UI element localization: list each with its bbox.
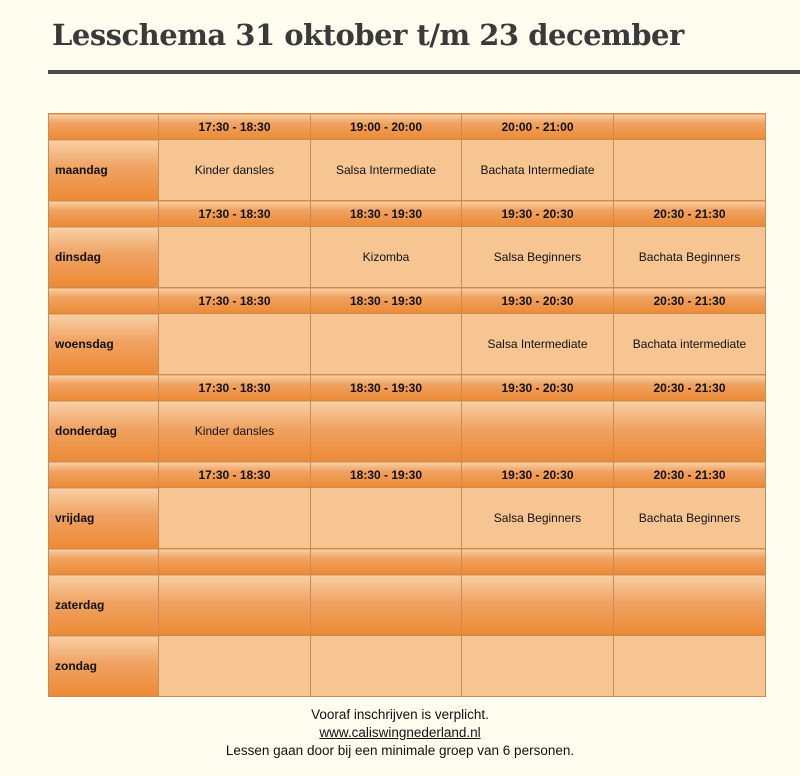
day-label: donderdag <box>49 401 159 462</box>
time-slot: 19:30 - 20:30 <box>462 375 614 401</box>
class-cell <box>614 140 766 201</box>
day-label: dinsdag <box>49 227 159 288</box>
day-label: zondag <box>49 636 159 697</box>
time-slot: 20:30 - 21:30 <box>614 288 766 314</box>
class-cell: Salsa Beginners <box>462 227 614 288</box>
class-cell <box>614 401 766 462</box>
class-cell: Kinder dansles <box>159 140 311 201</box>
time-slot: 18:30 - 19:30 <box>311 288 462 314</box>
time-header-row <box>49 375 766 401</box>
class-cell: Salsa Intermediate <box>311 140 462 201</box>
class-cell: Bachata Beginners <box>614 227 766 288</box>
time-corner-cell <box>49 201 159 227</box>
time-slot <box>462 549 614 575</box>
class-cell <box>159 575 311 636</box>
day-row-woensdag <box>49 314 766 375</box>
time-header-row <box>49 549 766 575</box>
title-divider <box>48 70 800 74</box>
time-header-row <box>49 201 766 227</box>
page-title: Lesschema 31 oktober t/m 23 december <box>52 18 684 52</box>
class-cell <box>159 636 311 697</box>
class-cell <box>159 314 311 375</box>
time-slot: 17:30 - 18:30 <box>159 201 311 227</box>
class-cell <box>614 575 766 636</box>
time-slot: 19:30 - 20:30 <box>462 462 614 488</box>
class-cell <box>462 401 614 462</box>
time-slot: 20:30 - 21:30 <box>614 375 766 401</box>
class-cell: Salsa Beginners <box>462 488 614 549</box>
time-slot: 18:30 - 19:30 <box>311 375 462 401</box>
footer-notes <box>0 706 800 760</box>
class-cell: Bachata Intermediate <box>462 140 614 201</box>
class-cell: Salsa Intermediate <box>462 314 614 375</box>
time-slot: 20:30 - 21:30 <box>614 201 766 227</box>
day-row-vrijdag <box>49 488 766 549</box>
time-slot: 17:30 - 18:30 <box>159 375 311 401</box>
class-cell: Bachata intermediate <box>614 314 766 375</box>
day-label: zaterdag <box>49 575 159 636</box>
time-corner-cell <box>49 549 159 575</box>
class-cell <box>311 636 462 697</box>
class-cell <box>311 488 462 549</box>
class-cell <box>462 575 614 636</box>
class-cell <box>462 636 614 697</box>
time-slot: 17:30 - 18:30 <box>159 114 311 140</box>
day-label: maandag <box>49 140 159 201</box>
time-corner-cell <box>49 375 159 401</box>
day-row-maandag <box>49 140 766 201</box>
time-slot <box>614 114 766 140</box>
time-header-row <box>49 462 766 488</box>
class-cell <box>311 575 462 636</box>
time-slot: 17:30 - 18:30 <box>159 462 311 488</box>
day-row-donderdag <box>49 401 766 462</box>
time-header-row <box>49 114 766 140</box>
time-header-row <box>49 288 766 314</box>
time-corner-cell <box>49 114 159 140</box>
class-cell <box>311 401 462 462</box>
time-slot: 19:30 - 20:30 <box>462 201 614 227</box>
class-cell <box>159 488 311 549</box>
time-slot <box>159 549 311 575</box>
time-corner-cell <box>49 462 159 488</box>
time-slot: 18:30 - 19:30 <box>311 462 462 488</box>
class-cell <box>311 314 462 375</box>
class-cell: Kizomba <box>311 227 462 288</box>
time-slot: 19:00 - 20:00 <box>311 114 462 140</box>
day-row-zondag <box>49 636 766 697</box>
class-cell: Bachata Beginners <box>614 488 766 549</box>
class-cell <box>614 636 766 697</box>
time-slot: 20:30 - 21:30 <box>614 462 766 488</box>
registration-note: Vooraf inschrijven is verplicht. <box>311 707 489 722</box>
time-slot: 18:30 - 19:30 <box>311 201 462 227</box>
day-label: woensdag <box>49 314 159 375</box>
time-slot <box>311 549 462 575</box>
day-row-dinsdag <box>49 227 766 288</box>
day-label: vrijdag <box>49 488 159 549</box>
time-corner-cell <box>49 288 159 314</box>
time-slot: 19:30 - 20:30 <box>462 288 614 314</box>
time-slot <box>614 549 766 575</box>
schedule-table <box>48 113 766 697</box>
class-cell: Kinder dansles <box>159 401 311 462</box>
day-row-zaterdag <box>49 575 766 636</box>
class-cell <box>159 227 311 288</box>
time-slot: 17:30 - 18:30 <box>159 288 311 314</box>
minimum-group-note: Lessen gaan door bij een minimale groep van 6 personen. <box>225 743 575 758</box>
time-slot: 20:00 - 21:00 <box>462 114 614 140</box>
website-link[interactable]: www.caliswingnederland.nl <box>319 725 481 740</box>
